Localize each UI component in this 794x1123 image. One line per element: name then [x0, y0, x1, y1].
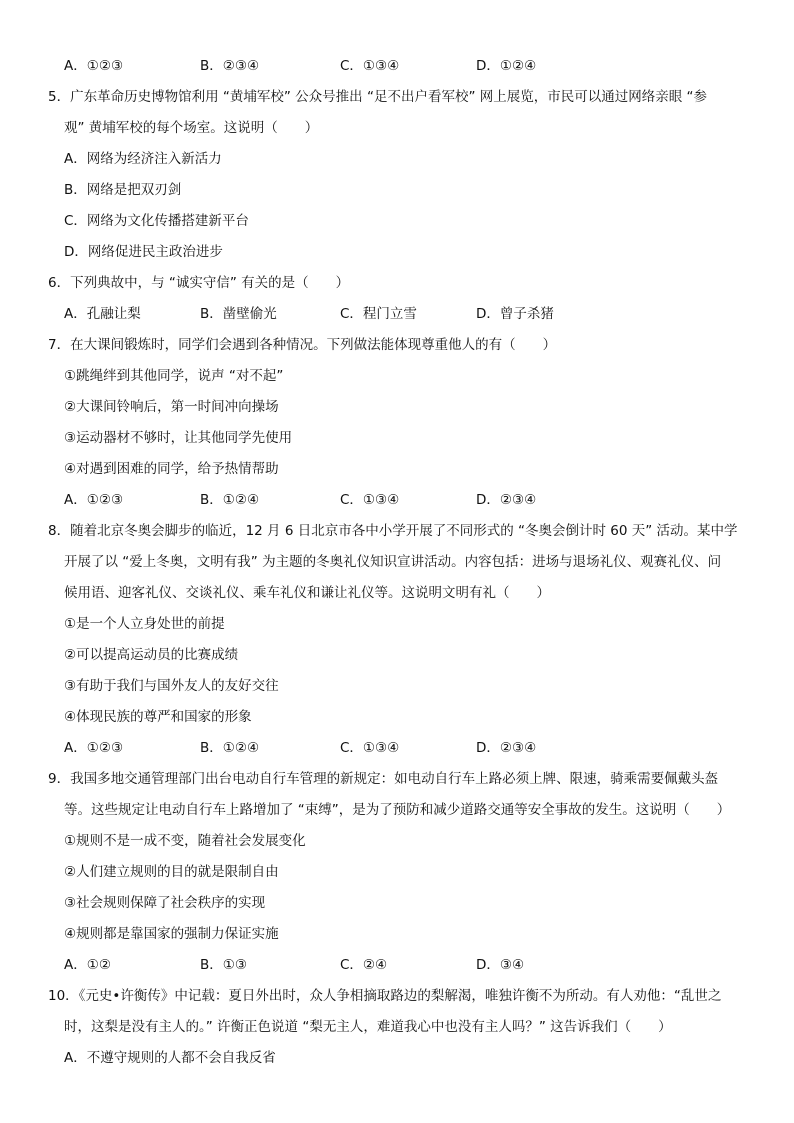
q4-option-a[interactable]: A．①②③ — [64, 58, 124, 74]
q8-option-b[interactable]: B．①②④ — [200, 740, 260, 756]
q6-option-d[interactable]: D．曾子杀猪 — [476, 306, 554, 322]
q7-statement-3: ③运动器材不够时，让其他同学先使用 — [64, 430, 293, 446]
q4-option-b[interactable]: B．②③④ — [200, 58, 260, 74]
q7-statement-1: ①跳绳绊到其他同学，说声 “对不起” — [64, 368, 284, 384]
q5-option-c[interactable]: C．网络为文化传播搭建新平台 — [64, 213, 249, 229]
q8-stem-line-3: 候用语、迎客礼仪、交谈礼仪、乘车礼仪和谦让礼仪等。这说明文明有礼（ ） — [64, 585, 550, 601]
q8-statement-2: ②可以提高运动员的比赛成绩 — [64, 647, 239, 663]
q9-statement-1: ①规则不是一成不变，随着社会发展变化 — [64, 833, 306, 849]
q6-option-c[interactable]: C．程门立雪 — [340, 306, 417, 322]
q8-stem-line-2: 开展了以 “爱上冬奥，文明有我” 为主题的冬奥礼仪知识宣讲活动。内容包括：进场与退场礼仪、观赛礼仪、问 — [64, 554, 722, 570]
q7-stem: 7．在大课间锻炼时，同学们会遇到各种情况。下列做法能体现尊重他人的有（ ） — [48, 337, 557, 353]
q8-option-c[interactable]: C．①③④ — [340, 740, 400, 756]
q9-statement-4: ④规则都是靠国家的强制力保证实施 — [64, 926, 279, 942]
q7-option-a[interactable]: A．①②③ — [64, 492, 124, 508]
q8-statement-3: ③有助于我们与国外友人的友好交往 — [64, 678, 279, 694]
q6-options — [64, 304, 744, 324]
q8-stem-line-1: 8．随着北京冬奥会脚步的临近，12 月 6 日北京市各中小学开展了不同形式的 “冬奥会倒计时 60 天” 活动。某中学 — [48, 523, 738, 539]
q9-option-c[interactable]: C．②④ — [340, 957, 388, 973]
q8-statement-1: ①是一个人立身处世的前提 — [64, 616, 225, 632]
q9-stem-line-2: 等。这些规定让电动自行车上路增加了 “束缚”，是为了预防和减少道路交通等安全事故的发生。这说明（ ） — [64, 802, 731, 818]
q5-stem-line-2: 观” 黄埔军校的每个场室。这说明（ ） — [64, 120, 319, 136]
q10-stem-line-2: 时，这梨是没有主人的。” 许衡正色说道 “梨无主人，难道我心中也没有主人吗？” 这告诉我们（ ） — [64, 1019, 672, 1035]
q6-stem: 6．下列典故中，与 “诚实守信” 有关的是（ ） — [48, 275, 350, 291]
q7-statement-2: ②大课间铃响后，第一时间冲向操场 — [64, 399, 279, 415]
q4-options — [64, 56, 744, 76]
q6-option-a[interactable]: A．孔融让梨 — [64, 306, 141, 322]
q5-stem-line-1: 5．广东革命历史博物馆利用 “黄埔军校” 公众号推出 “足不出户看军校” 网上展览，市民可以通过网络亲眼 “参 — [48, 89, 708, 105]
q9-stem-line-1: 9．我国多地交通管理部门出台电动自行车管理的新规定：如电动自行车上路必须上牌、限速，骑乘需要佩戴头盔 — [48, 771, 719, 787]
q9-option-b[interactable]: B．①③ — [200, 957, 247, 973]
q8-option-d[interactable]: D．②③④ — [476, 740, 537, 756]
q7-statement-4: ④对遇到困难的同学，给予热情帮助 — [64, 461, 279, 477]
q4-option-c[interactable]: C．①③④ — [340, 58, 400, 74]
q7-option-d[interactable]: D．②③④ — [476, 492, 537, 508]
q10-stem-line-1: 10．《元史•许衡传》中记载：夏日外出时，众人争相摘取路边的梨解渴，唯独许衡不为所动。有人劝他：“乱世之 — [48, 988, 722, 1004]
q7-options — [64, 490, 744, 510]
q8-option-a[interactable]: A．①②③ — [64, 740, 124, 756]
q7-option-b[interactable]: B．①②④ — [200, 492, 260, 508]
q8-options — [64, 738, 744, 758]
q10-option-a[interactable]: A．不遵守规则的人都不会自我反省 — [64, 1050, 276, 1066]
q5-option-b[interactable]: B．网络是把双刃剑 — [64, 182, 182, 198]
q9-options — [64, 955, 744, 975]
q9-statement-2: ②人们建立规则的目的就是限制自由 — [64, 864, 279, 880]
q5-option-a[interactable]: A．网络为经济注入新活力 — [64, 151, 222, 167]
q8-statement-4: ④体现民族的尊严和国家的形象 — [64, 709, 252, 725]
q9-option-a[interactable]: A．①② — [64, 957, 111, 973]
q9-statement-3: ③社会规则保障了社会秩序的实现 — [64, 895, 266, 911]
q4-option-d[interactable]: D．①②④ — [476, 58, 537, 74]
q7-option-c[interactable]: C．①③④ — [340, 492, 400, 508]
q6-option-b[interactable]: B．凿壁偷光 — [200, 306, 277, 322]
q5-option-d[interactable]: D．网络促进民主政治进步 — [64, 244, 223, 260]
q9-option-d[interactable]: D．③④ — [476, 957, 525, 973]
